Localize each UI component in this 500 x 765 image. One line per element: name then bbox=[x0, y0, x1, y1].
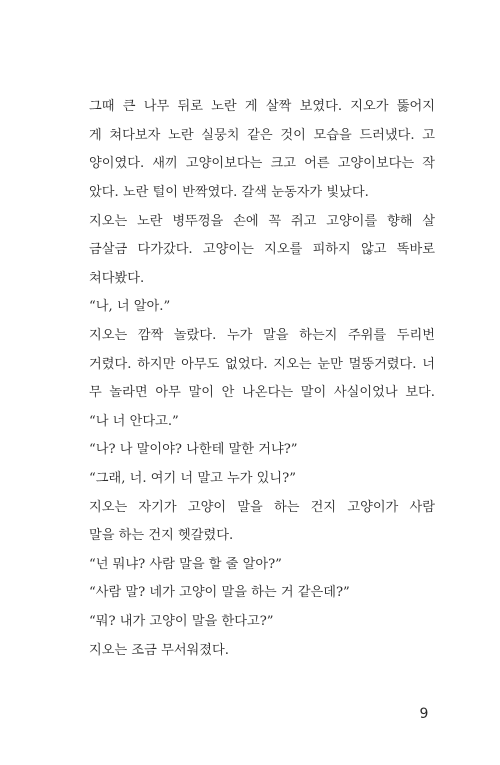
text-line: 금살금 다가갔다. 고양이는 지오를 피하지 않고 똑바로 bbox=[89, 242, 435, 257]
text-line: 지오는 깜짝 놀랐다. 누가 말을 하는지 주위를 두리번 bbox=[89, 328, 435, 343]
text-line: 무 놀라면 아무 말이 안 나온다는 말이 사실이었나 보다. bbox=[89, 385, 435, 400]
text-line: “나, 너 알아.” bbox=[89, 299, 171, 314]
text-line: 지오는 조금 무서워졌다. bbox=[89, 643, 229, 658]
text-line: “뭐? 내가 고양이 말을 한다고?” bbox=[89, 614, 274, 629]
text-line: 지오는 노란 병뚜껑을 손에 꼭 쥐고 고양이를 향해 살 bbox=[89, 214, 435, 229]
page-number: 9 bbox=[419, 706, 429, 722]
text-line: 게 쳐다보자 노란 실뭉치 같은 것이 모습을 드러냈다. 고 bbox=[89, 128, 435, 143]
text-line: “사람 말? 네가 고양이 말을 하는 거 같은데?” bbox=[89, 585, 350, 600]
text-line: 쳐다봤다. bbox=[89, 271, 145, 286]
text-line: 그때 큰 나무 뒤로 노란 게 살짝 보였다. 지오가 뚫어지 bbox=[89, 99, 435, 114]
text-line: “나 너 안다고.” bbox=[89, 414, 179, 429]
text-line: 양이였다. 새끼 고양이보다는 크고 어른 고양이보다는 작 bbox=[89, 156, 435, 171]
text-line: 았다. 노란 털이 반짝였다. 갈색 눈동자가 빛났다. bbox=[89, 185, 369, 200]
text-line: 지오는 자기가 고양이 말을 하는 건지 고양이가 사람 bbox=[89, 500, 435, 515]
text-line: “나? 나 말이야? 나한테 말한 거냐?” bbox=[89, 442, 298, 457]
text-line: 말을 하는 건지 헷갈렸다. bbox=[89, 528, 234, 543]
text-line: 거렸다. 하지만 아무도 없었다. 지오는 눈만 멀뚱거렸다. 너 bbox=[89, 357, 435, 372]
text-line: “그래, 너. 여기 너 말고 누가 있니?” bbox=[89, 471, 296, 486]
text-line: “넌 뭐냐? 사람 말을 할 줄 알아?” bbox=[89, 557, 282, 572]
